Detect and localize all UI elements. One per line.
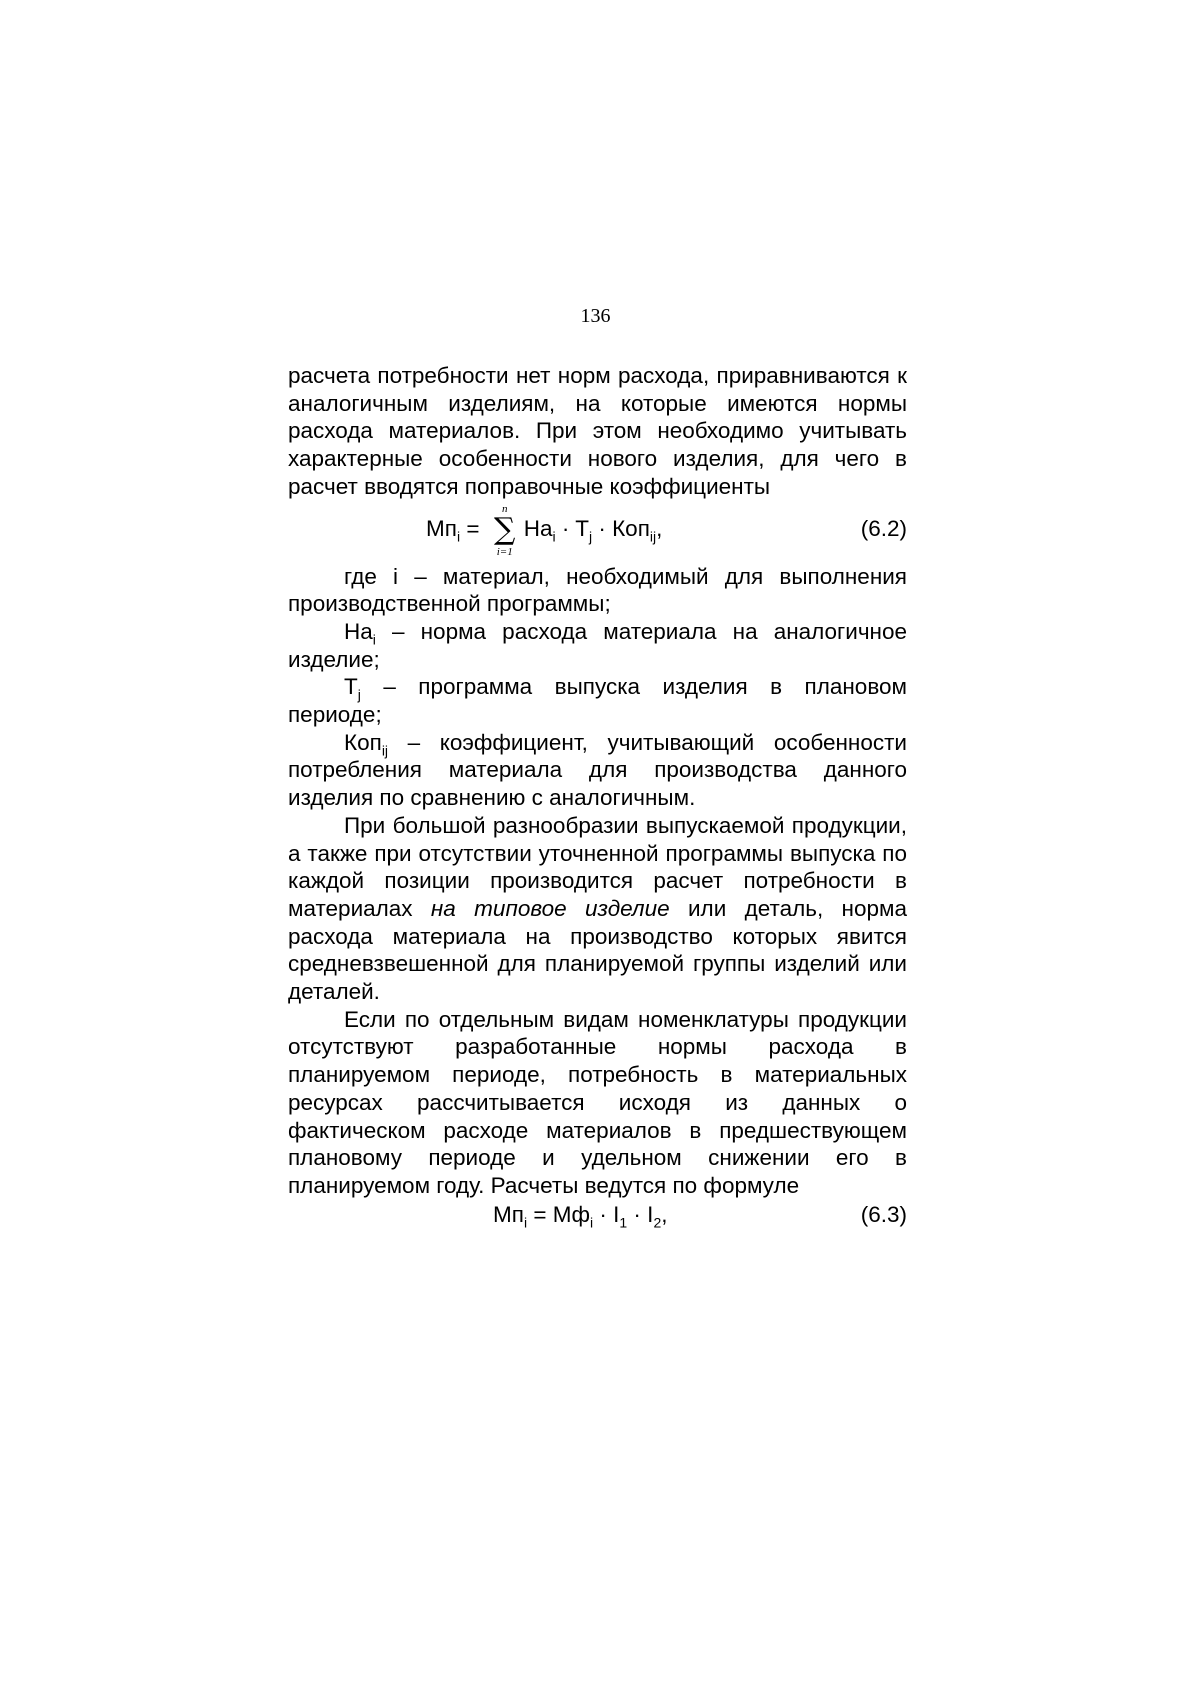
definition-kopij [288,729,907,812]
formula-6-2-tail: , [656,515,663,541]
sum-symbol: ∑ [494,511,516,547]
page-number: 136 [580,305,611,327]
diversity-text-after: или деталь, норма расхода материала на производство которых явится средневзвешенной для планируемой группы изделий или деталей. [288,895,907,1005]
formula-6-3 [288,1200,907,1230]
definition-tj-sub: j [357,686,361,703]
definition-nai [288,618,907,673]
formula-6-3-term-3-sub: 2 [653,1214,662,1231]
formula-6-2-number: (6.2) [860,515,907,541]
definition-tj [288,673,907,728]
diversity-text-before: При большой разнообразии выпускаемой продукции, а также при отсутствии уточненной программы выпуска по каждой позиции производится расчет потребности в материалах [288,812,907,921]
formula-6-2-lhs: Мп [426,515,457,541]
definition-kopij-sub: ij [381,742,389,759]
definition-kopij-symbol: Коп [344,729,382,755]
formula-6-3-body [493,1201,668,1229]
formula-6-2 [288,501,907,563]
definition-nai-symbol: На [344,618,373,644]
sum-lower-limit: i=1 [496,545,513,558]
formula-6-2-dot-2: · [592,515,613,541]
definition-kopij-text: – коэффициент, учитывающий особенности потребления материала для производства данного изделия по сравнению с аналогичным. [288,729,907,811]
formula-6-2-term-1-sub: i [552,528,556,545]
definition-nai-sub: i [372,631,376,648]
formula-6-3-term-1-sub: i [589,1214,594,1231]
formula-6-3-tail: , [661,1201,668,1227]
formula-6-2-term-3-sub: ij [649,528,657,545]
text-column [288,362,907,1230]
formula-6-2-body [426,502,663,558]
intro-paragraph: расчета потребности нет норм расхода, приравниваются к аналогичным изделиям, на которые имеются нормы расхода материалов. При этом необходимо учитывать характерные особенности нового изделия, для чего в расчет вводятся поправочные коэффициенты [288,363,907,499]
formula-6-3-lhs: Мп [493,1201,524,1227]
formula-6-3-term-2-sub: 1 [619,1214,628,1231]
definition-nai-text: – норма расхода материала на аналогичное изделие; [288,618,907,672]
formula-6-2-dot-1: · [555,515,576,541]
formula-6-3-term-3: I [647,1201,654,1227]
where-i-paragraph: где i – материал, необходимый для выполнения производственной программы; [288,563,907,617]
definition-tj-symbol: T [344,674,358,700]
formula-6-3-lhs-sub: i [523,1214,528,1231]
formula-6-3-equals: = [527,1201,553,1227]
sum-upper-limit: n [501,502,508,515]
diversity-emphasis: на типовое изделие [430,895,670,921]
formula-6-2-lhs-sub: i [456,528,461,545]
formula-6-2-term-1: На [523,515,553,541]
summation-icon [490,502,520,558]
formula-6-3-dot-2: · [627,1201,648,1227]
formula-6-2-term-2-sub: j [588,528,593,545]
formula-6-3-term-2: I [613,1201,620,1227]
formula-6-2-term-3: Коп [612,515,650,541]
formula-6-3-dot-1: · [593,1201,614,1227]
diversity-paragraph [288,812,907,1006]
definition-tj-text: – программа выпуска изделия в плановом периоде; [288,674,907,728]
formula-6-3-number: (6.3) [860,1201,907,1227]
formula-6-3-term-1: Мф [552,1201,590,1227]
formula-6-2-term-2: T [575,515,589,541]
formula-6-2-equals: = [460,515,486,541]
absent-norms-paragraph: Если по отдельным видам номенклатуры продукции отсутствуют разработанные нормы расхода в планируемом периоде, потребность в материальных ресурсах рассчитывается исходя из данных о фактическом расходе материалов в предшествующем плановому периоде и удельном снижении его в планируемом году. Расчеты ведутся по формуле [288,1006,907,1198]
